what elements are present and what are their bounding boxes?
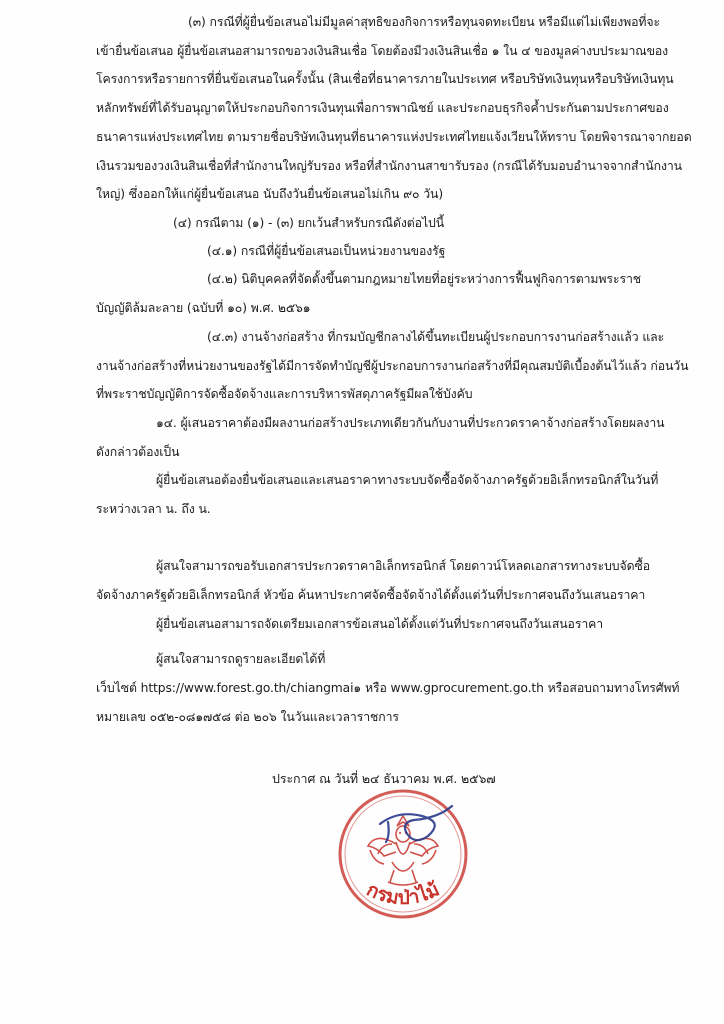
paragraph-3-line-5: ธนาคารแห่งประเทศไทย ตามรายชื่อบริษัทเงินทุนที่ธนาคารแห่งประเทศไทยแจ้งเวียนให้ทราบ โดยพิจารณาจากยอด [96, 130, 692, 144]
paragraph-4: (๔) กรณีตาม (๑) - (๓) ยกเว้นสำหรับกรณีดังต่อไปนี้ [173, 216, 445, 230]
paragraph-3-line-1: (๓) กรณีที่ผู้ยื่นข้อเสนอไม่มีมูลค่าสุทธิของกิจการหรือทุนจดทะเบียน หรือมีแต่ไม่เพียงพอที่จะ [188, 15, 661, 29]
paragraph-4-2-line-1: (๔.๒) นิติบุคคลที่จัดตั้งขึ้นตามกฎหมายไทยที่อยู่ระหว่างการฟื้นฟูกิจการตามพระราช [207, 272, 641, 286]
download-line-1: ผู้สนใจสามารถขอรับเอกสารประกวดราคาอิเล็กทรอนิกส์ โดยดาวน์โหลดเอกสารทางระบบจัดซื้อ [156, 559, 651, 573]
announcement-date: ประกาศ ณ วันที่ ๒๔ ธันวาคม พ.ศ. ๒๕๖๗ [272, 771, 496, 786]
details-line-3: หมายเลข ๐๕๒-๐๘๑๗๕๘ ต่อ ๒๐๖ ในวันและเวลาราชการ [96, 710, 399, 724]
official-seal [318, 770, 488, 920]
paragraph-3-line-2: เข้ายื่นข้อเสนอ ผู้ยื่นข้อเสนอสามารถขอวงเงินสินเชื่อ โดยต้องมีวงเงินสินเชื่อ ๑ ใน ๔ ของมูลค่างบประมาณของ [96, 44, 669, 58]
paragraph-4-3-line-3: ที่พระราชบัญญัติการจัดซื้อจัดจ้างและการบริหารพัสดุภาครัฐมีผลใช้บังคับ [96, 387, 473, 401]
paragraph-4-1: (๔.๑) กรณีที่ผู้ยื่นข้อเสนอเป็นหน่วยงานของรัฐ [207, 244, 446, 258]
download-line-3: ผู้ยื่นข้อเสนอสามารถจัดเตรียมเอกสารข้อเสนอได้ตั้งแต่วันที่ประกาศจนถึงวันเสนอราคา [156, 617, 604, 631]
item-14-line-1: ๑๔. ผู้เสนอราคาต้องมีผลงานก่อสร้างประเภทเดียวกันกับงานที่ประกวดราคาจ้างก่อสร้างโดยผลงาน [156, 416, 665, 430]
paragraph-3-line-3: โครงการหรือรายการที่ยื่นข้อเสนอในครั้งนั้น (สินเชื่อที่ธนาคารภายในประเทศ หรือบริษัทเงินทุนหรือบริษัทเงินทุน [96, 72, 674, 86]
stamp-label: กรมป่าไม้ [363, 878, 443, 910]
details-line-2: เว็บไซต์ https://www.forest.go.th/chiangmai๑ หรือ www.gprocurement.go.th หรือสอบถามทางโทรศัพท์ [96, 681, 680, 695]
garuda-seal-icon [318, 770, 488, 920]
item-14-line-2: ดังกล่าวต้องเป็น [96, 445, 180, 459]
paragraph-4-3-line-1: (๔.๓) งานจ้างก่อสร้าง ที่กรมบัญชีกลางได้ขึ้นทะเบียนผู้ประกอบการงานก่อสร้างแล้ว และ [207, 330, 665, 344]
paragraph-3-line-6: เงินรวมของวงเงินสินเชื่อที่สำนักงานใหญ่รับรอง หรือที่สำนักงานสาขารับรอง (กรณีได้รับมอบอำนาจจากสำนักงาน [96, 159, 682, 173]
paragraph-3-line-4: หลักทรัพย์ที่ได้รับอนุญาตให้ประกอบกิจการเงินทุนเพื่อการพาณิชย์ และประกอบธุรกิจค้ำประกันตามประกาศของ [96, 101, 669, 115]
download-line-2: จัดจ้างภาครัฐด้วยอิเล็กทรอนิกส์ หัวข้อ ค้นหาประกาศจัดซื้อจัดจ้างได้ตั้งแต่วันที่ประกาศจนถึงวันเสนอราคา [96, 588, 646, 602]
paragraph-4-2-line-2: บัญญัติล้มละลาย (ฉบับที่ ๑๐) พ.ศ. ๒๕๖๑ [96, 301, 311, 315]
paragraph-3-line-7: ใหญ่) ซึ่งออกให้แก่ผู้ยื่นข้อเสนอ นับถึงวันยื่นข้อเสนอไม่เกิน ๙๐ วัน) [96, 187, 444, 201]
submission-line-1: ผู้ยื่นข้อเสนอต้องยื่นข้อเสนอและเสนอราคาทางระบบจัดซื้อจัดจ้างภาครัฐด้วยอิเล็กทรอนิกส์ในวันที่ [156, 473, 659, 487]
submission-line-2: ระหว่างเวลา น. ถึง น. [96, 502, 211, 516]
signature-icon [380, 806, 452, 842]
paragraph-4-3-line-2: งานจ้างก่อสร้างที่หน่วยงานของรัฐได้มีการจัดทำบัญชีผู้ประกอบการงานก่อสร้างที่มีคุณสมบัติเบื้องต้นไว้แล้ว ก่อนวัน [96, 359, 689, 373]
details-line-1: ผู้สนใจสามารถดูรายละเอียดได้ที่ [156, 652, 326, 666]
